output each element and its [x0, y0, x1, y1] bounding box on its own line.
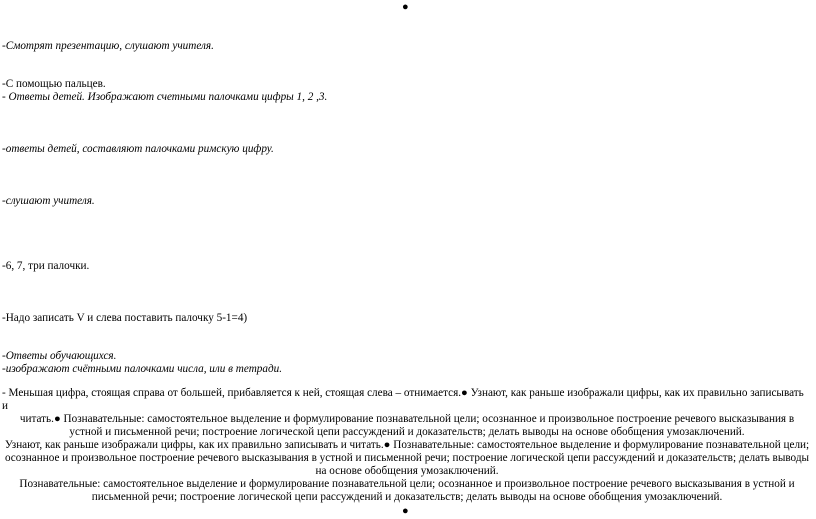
- para-learn-line3: на основе обобщения умозаключений.: [315, 465, 499, 477]
- para-rule-cognitive: Познавательные: самостоятельное выделение и формулирование познавательной цели; осознанное и произвольное построение речевого высказывания в: [60, 413, 795, 425]
- para-rule-read: читать.: [19, 413, 54, 425]
- para-cognitive-line2: письменной речи; построение логической цепи рассуждений и доказательств; делать выводы на основе обобщения умозаключений.: [91, 491, 723, 503]
- para-rule-tail: Узнают, как раньше изображали цифры, как их правильно записывать и: [2, 387, 804, 412]
- para-cognitive-line1: Познавательные: самостоятельное выделение и формулирование познавательной цели; осознанное и произвольное построение речевого высказывания в устной и: [19, 478, 795, 490]
- line-children-answers-sticks: - Ответы детей. Изображают счетными палочками цифры 1, 2 ,3.: [2, 91, 328, 103]
- line-depict-numbers: -изображают счётными палочками числа, или в тетради.: [2, 363, 283, 375]
- bottom-bullet: ●: [402, 505, 409, 517]
- line-fingers: -С помощью пальцев.: [2, 78, 106, 90]
- top-bullet: ●: [402, 1, 409, 13]
- line-roman-digit: -ответы детей, составляют палочками римскую цифру.: [2, 143, 274, 155]
- line-listen-teacher: -слушают учителя.: [2, 195, 95, 207]
- paragraph-rule: [2, 387, 812, 504]
- para-rule-line3: устной и письменной речи; построение логической цепи рассуждений и доказательств; делать выводы на основе обобщения умозаключений.: [69, 426, 745, 438]
- inline-bullet: ●: [383, 439, 391, 451]
- para-learn-line2: осознанное и произвольное построение речевого высказывания в устной и письменной речи; построение логической цепи рассуждений и доказательств; делать выводы: [4, 452, 810, 464]
- para-rule-text: - Меньшая цифра, стоящая справа от большей, прибавляется к ней, стоящая слева – отнимается.: [2, 387, 462, 399]
- para-learn-text: Узнают, как раньше изображали цифры, как их правильно записывать и читать.: [4, 439, 384, 451]
- para-learn-cognitive: Познавательные: самостоятельное выделение и формулирование познавательной цели;: [390, 439, 810, 451]
- line-six-seven: -6, 7, три палочки.: [2, 260, 90, 272]
- line-write-v: -Надо записать V и слева поставить палочку 5-1=4): [2, 312, 248, 324]
- inline-bullet: ●: [461, 387, 468, 399]
- para-rule-line1: [2, 387, 812, 413]
- line-watch-presentation: -Смотрят презентацию, слушают учителя.: [2, 40, 214, 52]
- inline-bullet: ●: [53, 413, 61, 425]
- line-student-answers: -Ответы обучающихся.: [2, 350, 117, 362]
- para-rule-line2: [2, 413, 812, 426]
- para-learn-line1: [2, 439, 812, 452]
